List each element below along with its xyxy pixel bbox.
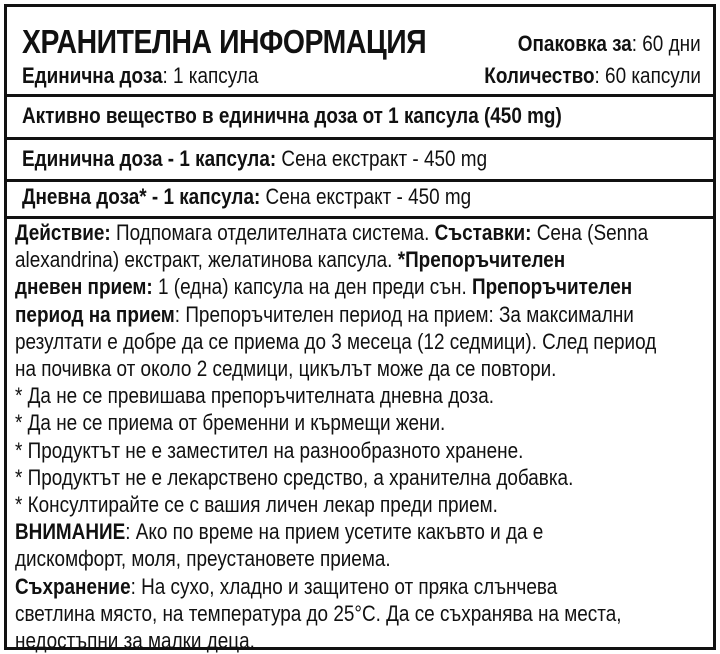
ingredients-label: Съставки:	[434, 220, 532, 245]
attention-label: ВНИМАНИЕ	[15, 519, 126, 545]
package-info	[518, 31, 701, 57]
daily-intake-text: 1 (една) капсула на ден преди сън.	[152, 274, 473, 300]
storage-text: : На сухо, хладно и защитено от пряка слънчева	[130, 573, 558, 599]
label-title: ХРАНИТЕЛНА ИНФОРМАЦИЯ	[22, 23, 427, 60]
quantity-info	[484, 63, 701, 89]
ingredients-text: Сена (Senna	[531, 220, 649, 245]
intake-period-text: : Препоръчителен период на прием: За максимални	[174, 301, 634, 327]
intake-period-label: период на прием	[15, 301, 175, 327]
action-label: Действие:	[15, 220, 111, 245]
warning-item: * Продуктът не е лекарствено средство, а хранителна добавка.	[15, 464, 574, 490]
ingredients-text-cont: alexandrina) екстракт, желатинова капсула.	[15, 247, 398, 273]
package-label: Опаковка за	[518, 31, 633, 56]
quantity-label: Количество	[484, 63, 595, 88]
text-line: светлина място, на температура до 25°C. Да се съхранява на места,	[15, 600, 622, 626]
text-line: недостъпни за малки деца.	[15, 628, 255, 654]
unit-dose-row-value: Сена екстракт - 450 mg	[276, 146, 488, 171]
header-row-2	[7, 59, 713, 95]
text-line	[15, 246, 703, 273]
divider	[7, 179, 713, 182]
attention-text: : Ако по време на прием усетите какъвто и да е	[125, 519, 544, 545]
daily-dose-row	[22, 184, 608, 210]
text-line	[15, 573, 703, 600]
unit-dose-row	[22, 146, 608, 172]
divider	[7, 94, 713, 97]
text-line	[15, 301, 703, 328]
active-substance-heading: Активно вещество в единична доза от 1 капсула (450 mg)	[22, 103, 562, 128]
text-line	[15, 273, 703, 300]
package-value: : 60 дни	[632, 31, 701, 56]
daily-intake-label: дневен прием:	[15, 274, 153, 300]
storage-label: Съхранение	[15, 573, 131, 599]
text-line: на почивка от около 2 седмици, цикълът може да се повтори.	[15, 356, 557, 382]
warning-item: * Да не се превишава препоръчителната дневна доза.	[15, 383, 495, 409]
text-line: резултати е добре да се приема до 3 месеца (12 седмици). След период	[15, 328, 657, 354]
daily-dose-row-label: Дневна доза* - 1 капсула:	[22, 184, 261, 209]
recommended-period-label: Препоръчителен	[472, 274, 633, 300]
divider	[7, 137, 713, 140]
description-block	[15, 219, 703, 654]
text-line	[15, 219, 703, 246]
warning-item: * Продуктът не е заместител на разнообразното хранене.	[15, 437, 524, 463]
warning-item: * Да не се приема от бременни и кърмещи жени.	[15, 410, 446, 436]
action-text: Подпомага отделителната система.	[110, 220, 435, 245]
warning-item: * Консултирайте се с вашия личен лекар преди прием.	[15, 492, 498, 518]
unit-dose-value: : 1 капсула	[162, 63, 259, 88]
text-line: дискомфорт, моля, преустановете приема.	[15, 546, 391, 572]
header-row-1	[7, 21, 713, 61]
daily-dose-row-value: Сена екстракт - 450 mg	[260, 184, 472, 209]
unit-dose-label: Единична доза	[22, 63, 163, 88]
quantity-value: : 60 капсули	[594, 63, 701, 88]
unit-dose-row-label: Единична доза - 1 капсула:	[22, 146, 277, 171]
unit-dose-info	[22, 63, 258, 89]
text-line	[15, 518, 703, 545]
recommended-label: *Препоръчителен	[397, 247, 566, 273]
